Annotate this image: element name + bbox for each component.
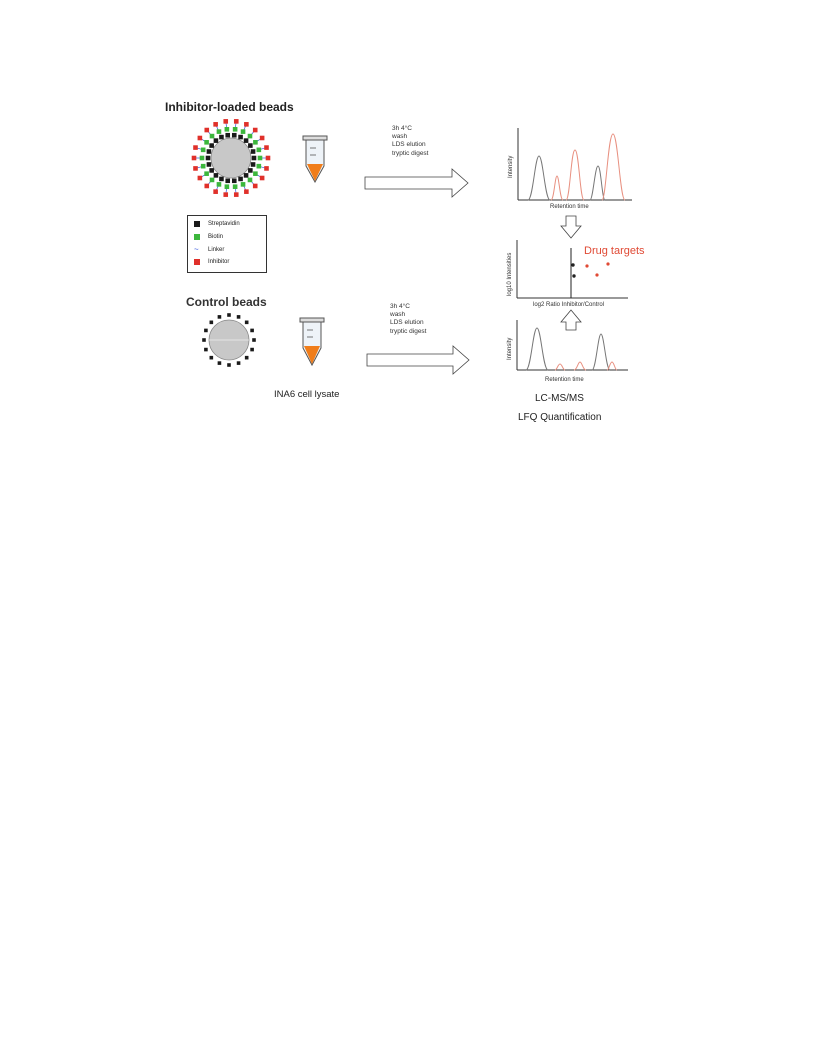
sample-tube-icon <box>303 136 327 182</box>
inhibitor-icon <box>264 166 269 171</box>
biotin-icon <box>241 182 246 187</box>
streptavidin-icon <box>252 338 256 342</box>
biotin-icon <box>233 184 238 189</box>
lysate-label: INA6 cell lysate <box>274 389 340 400</box>
step-line: 3h 4°C <box>392 125 412 132</box>
mid-ylabel: log10 Intensities <box>507 252 513 296</box>
inhibitor-icon <box>204 128 209 133</box>
sample-peak <box>566 150 584 200</box>
biotin-icon <box>210 178 215 183</box>
control-peak <box>526 328 548 370</box>
inhibitor-icon <box>244 189 249 194</box>
biotin-icon <box>257 164 262 169</box>
streptavidin-icon <box>251 149 256 154</box>
streptavidin-icon <box>237 315 241 319</box>
inhibitor-icon <box>204 184 209 189</box>
control-peak <box>528 156 550 200</box>
biotin-icon <box>225 127 230 132</box>
step-line: wash <box>390 311 406 319</box>
streptavidin-icon <box>238 177 243 182</box>
streptavidin-icon <box>248 143 253 148</box>
streptavidin-icon <box>207 149 212 154</box>
step-line: tryptic digest <box>392 149 429 157</box>
inhibitor-icon <box>213 122 218 127</box>
drug-target-point <box>585 264 588 267</box>
streptavidin-icon <box>237 361 241 365</box>
streptavidin-icon <box>232 178 237 183</box>
top-ylabel: Intensity <box>508 155 514 178</box>
control-point <box>571 263 574 266</box>
biotin-icon <box>201 164 206 169</box>
streptavidin-icon <box>209 168 214 173</box>
inhibitor-icon <box>260 176 265 181</box>
inhibitor-icon <box>234 192 239 197</box>
streptavidin-icon <box>206 156 211 161</box>
legend-label: Linker <box>208 247 225 253</box>
streptavidin-icon <box>210 356 214 360</box>
lfq-label: LFQ Quantification <box>518 412 602 423</box>
sample-peak <box>551 176 563 200</box>
streptavidin-icon <box>202 338 206 342</box>
step-line: wash <box>392 133 408 141</box>
biotin-icon <box>258 156 263 161</box>
inhibitor-icon <box>198 136 203 141</box>
streptavidin-icon <box>214 138 219 143</box>
inhibitor-icon <box>223 119 228 124</box>
biotin-icon <box>204 140 209 145</box>
biotin-icon <box>201 148 206 153</box>
inhibitor-icon <box>266 156 271 161</box>
biotin-icon <box>241 129 246 134</box>
legend-label: Inhibitor <box>208 259 230 265</box>
streptavidin-icon <box>245 356 249 360</box>
biotin-icon <box>210 134 215 139</box>
control-beads-title: Control beads <box>186 295 267 309</box>
sample-peak <box>607 362 617 370</box>
biotin-icon <box>225 184 230 189</box>
streptavidin-icon <box>209 143 214 148</box>
biotin-icon <box>253 140 258 145</box>
up-arrow-icon <box>561 310 581 330</box>
biotin-icon <box>204 171 209 176</box>
streptavidin-icon <box>250 329 254 333</box>
control-tube-icon <box>300 318 324 365</box>
down-arrow-icon <box>561 216 581 238</box>
drug-targets-label: Drug targets <box>584 245 645 257</box>
control-point <box>572 274 575 277</box>
sample-peak <box>555 364 565 370</box>
bottom-xlabel: Retention time <box>545 377 584 383</box>
inhibitor-icon <box>193 145 198 150</box>
biotin-icon <box>217 182 222 187</box>
legend-label: Streptavidin <box>208 221 240 227</box>
inhibitor-icon <box>260 136 265 141</box>
streptavidin-icon <box>250 348 254 352</box>
drug-target-point <box>595 273 598 276</box>
top-chromatogram <box>508 128 632 210</box>
biotin-icon <box>233 127 238 132</box>
streptavidin-icon <box>219 135 224 140</box>
streptavidin-icon <box>232 133 237 138</box>
streptavidin-icon <box>218 361 222 365</box>
inhibitor-icon <box>244 122 249 127</box>
inhibitor-icon <box>234 119 239 124</box>
inhibitor-icon <box>223 192 228 197</box>
bottom-ylabel: Intensity <box>507 337 513 360</box>
streptavidin-icon <box>204 348 208 352</box>
step-line: 3h 4°C <box>390 303 410 310</box>
streptavidin-icon <box>210 321 214 325</box>
streptavidin-icon <box>219 177 224 182</box>
inhibitor-icon <box>198 176 203 181</box>
linker-wave-icon: ~ <box>194 245 199 254</box>
streptavidin-icon <box>227 363 231 367</box>
inhibitor-icon <box>253 184 258 189</box>
ratio-scatter <box>507 240 628 308</box>
streptavidin-icon <box>227 313 231 317</box>
sample-peak <box>574 362 586 370</box>
biotin-icon <box>200 156 205 161</box>
control-peak <box>590 166 605 200</box>
step-line: LDS elution <box>392 141 426 149</box>
inhibitor-icon <box>213 189 218 194</box>
streptavidin-icon <box>248 168 253 173</box>
inhibitor-icon <box>253 128 258 133</box>
legend-label: Biotin <box>208 234 224 240</box>
streptavidin-icon <box>251 162 256 167</box>
sample-peak <box>602 134 625 200</box>
step-line: LDS elution <box>390 319 424 327</box>
streptavidin-icon <box>252 156 257 161</box>
drug-target-point <box>606 262 609 265</box>
streptavidin-icon <box>207 162 212 167</box>
biotin-icon <box>257 148 262 153</box>
inhibitor-beads-title: Inhibitor-loaded beads <box>165 100 294 114</box>
biotin-icon <box>253 171 258 176</box>
streptavidin-icon <box>225 178 230 183</box>
inhibitor-icon <box>193 166 198 171</box>
process-arrow-top <box>365 169 468 197</box>
streptavidin-icon <box>244 173 249 178</box>
streptavidin-icon <box>214 173 219 178</box>
inhibitor-icon <box>192 156 197 161</box>
mid-xlabel: log2 Ratio Inhibitor/Control <box>533 302 605 308</box>
streptavidin-icon <box>244 138 249 143</box>
streptavidin-icon <box>238 135 243 140</box>
inhibitor-icon <box>264 145 269 150</box>
streptavidin-icon <box>204 329 208 333</box>
inhibitor-bead-icon <box>192 119 271 197</box>
control-peak <box>592 334 610 370</box>
biotin-icon <box>217 129 222 134</box>
process-arrow-bottom <box>367 346 469 374</box>
streptavidin-icon <box>218 315 222 319</box>
streptavidin-icon <box>245 321 249 325</box>
top-xlabel: Retention time <box>550 204 589 210</box>
lcms-label: LC-MS/MS <box>535 393 584 404</box>
biotin-icon <box>248 134 253 139</box>
streptavidin-icon <box>225 133 230 138</box>
step-line: tryptic digest <box>390 327 427 335</box>
biotin-icon <box>248 178 253 183</box>
control-bead-icon <box>202 313 256 367</box>
